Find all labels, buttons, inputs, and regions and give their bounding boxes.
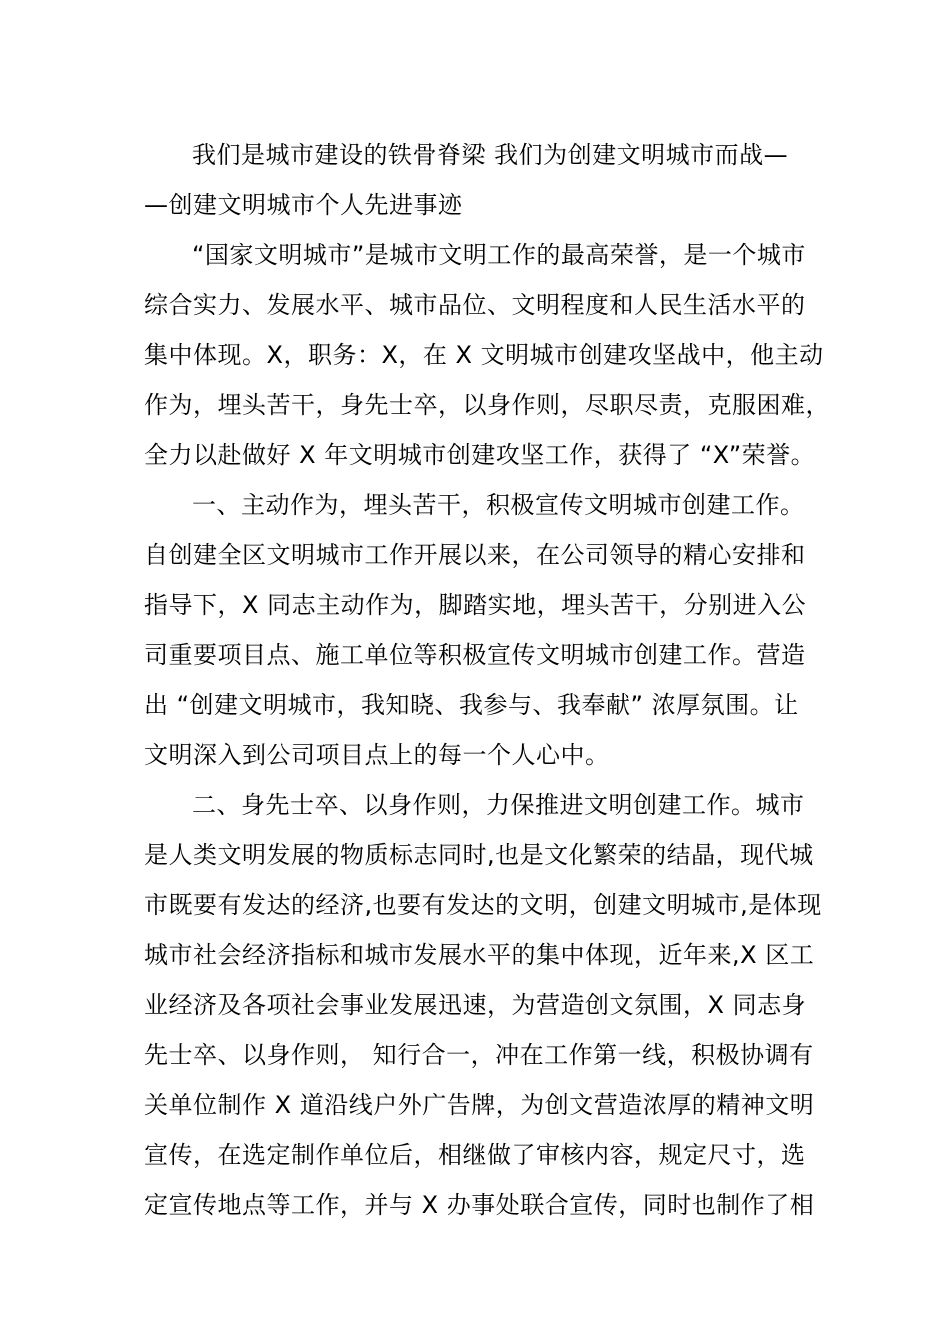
paragraph-line: 是人类文明发展的物质标志同时,也是文化繁荣的结晶，现代城 — [144, 841, 814, 869]
paragraph-line: 城市社会经济指标和城市发展水平的集中体现，近年来,X 区工 — [144, 941, 815, 969]
paragraph-section-1 — [144, 480, 814, 780]
paragraph-line: 宣传，在选定制作单位后，相继做了审核内容，规定尺寸，选 — [144, 1141, 806, 1169]
paragraph-line: 文明深入到公司项目点上的每一个人心中。 — [144, 741, 610, 769]
paragraph-line: 出 “创建文明城市，我知晓、我参与、我奉献” 浓厚氛围。让 — [144, 691, 799, 719]
paragraph-line: “国家文明城市”是城市文明工作的最高荣誉，是一个城市 — [192, 241, 806, 269]
paragraph-line: 指导下，X 同志主动作为，脚踏实地，埋头苦干，分别进入公 — [144, 591, 807, 619]
paragraph-line: 业经济及各项社会事业发展迅速，为营造创文氛围，X 同志身 — [144, 991, 807, 1019]
paragraph-line: 关单位制作 X 道沿线户外广告牌，为创文营造浓厚的精神文明 — [144, 1091, 815, 1119]
paragraph-section-2 — [144, 780, 822, 1230]
section-heading-1: 一、主动作为，埋头苦干，积极宣传文明城市创建工作。 — [192, 491, 805, 519]
paragraph-line: 自创建全区文明城市工作开展以来，在公司领导的精心安排和 — [144, 541, 806, 569]
paragraph-line: 市既要有发达的经济,也要有发达的文明，创建文明城市,是体现 — [144, 891, 822, 919]
paragraph-line: 综合实力、发展水平、城市品位、文明程度和人民生活水平的 — [144, 291, 806, 319]
title-line-1: 我们是城市建设的铁骨脊梁 我们为创建文明城市而战— — [192, 141, 789, 169]
paragraph-line: 先士卒、以身作则， 知行合一，冲在工作第一线，积极协调有 — [144, 1041, 814, 1069]
section-heading-2: 二、身先士卒、以身作则，力保推进文明创建工作。城市 — [192, 791, 805, 819]
document-body — [144, 130, 830, 1230]
paragraph-line: 司重要项目点、施工单位等积极宣传文明城市创建工作。营造 — [144, 641, 806, 669]
document-title — [144, 130, 814, 230]
paragraph-line: 集中体现。X，职务：X，在 X 文明城市创建攻坚战中，他主动 — [144, 341, 824, 369]
paragraph-line: 定宣传地点等工作，并与 X 办事处联合宣传，同时也制作了相 — [144, 1191, 815, 1219]
paragraph-intro — [144, 230, 830, 480]
title-line-2: —创建文明城市个人先进事迹 — [144, 191, 463, 219]
paragraph-line: 全力以赴做好 X 年文明城市创建攻坚工作，获得了 “X”荣誉。 — [144, 441, 816, 469]
paragraph-line: 作为，埋头苦干，身先士卒，以身作则，尽职尽责，克服困难， — [144, 391, 830, 419]
